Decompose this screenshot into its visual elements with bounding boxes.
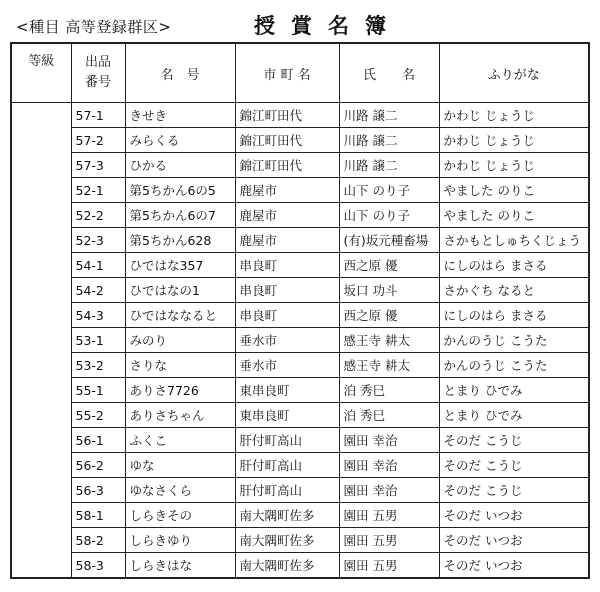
table-row [11, 278, 589, 303]
cell-name: しらきその [125, 503, 235, 528]
cell-city: 串良町 [235, 278, 339, 303]
cell-owner: 園田 五男 [339, 528, 439, 553]
cell-name: ゆな [125, 453, 235, 478]
cell-furigana: やました のりこ [439, 203, 589, 228]
table-row [11, 153, 589, 178]
cell-number: 52-2 [71, 203, 125, 228]
cell-name: しらきはな [125, 553, 235, 579]
table-row [11, 178, 589, 203]
cell-number: 52-1 [71, 178, 125, 203]
column-header-city: 市 町 名 [235, 43, 339, 103]
cell-number: 58-2 [71, 528, 125, 553]
cell-name: ふくこ [125, 428, 235, 453]
cell-owner: 園田 幸治 [339, 428, 439, 453]
cell-city: 肝付町高山 [235, 478, 339, 503]
table-row [11, 553, 589, 579]
cell-city: 鹿屋市 [235, 203, 339, 228]
cell-number: 57-2 [71, 128, 125, 153]
cell-furigana: そのだ こうじ [439, 428, 589, 453]
cell-furigana: やました のりこ [439, 178, 589, 203]
column-header-owner: 氏 名 [339, 43, 439, 103]
cell-number: 54-3 [71, 303, 125, 328]
cell-number: 58-1 [71, 503, 125, 528]
cell-number: 56-3 [71, 478, 125, 503]
cell-owner: 泊 秀巳 [339, 403, 439, 428]
page-header [14, 8, 594, 42]
document-title: 授賞名簿 [254, 14, 402, 38]
cell-furigana: さかぐち なると [439, 278, 589, 303]
cell-city: 錦江町田代 [235, 128, 339, 153]
cell-furigana: にしのはら まさる [439, 253, 589, 278]
column-header-furigana: ふりがな [439, 43, 589, 103]
table-row [11, 103, 589, 128]
cell-furigana: とまり ひでみ [439, 378, 589, 403]
cell-furigana: とまり ひでみ [439, 403, 589, 428]
cell-owner: 山下 のり子 [339, 178, 439, 203]
cell-number: 52-3 [71, 228, 125, 253]
cell-city: 鹿屋市 [235, 178, 339, 203]
award-register-table [10, 42, 590, 579]
cell-name: ひではな357 [125, 253, 235, 278]
cell-city: 串良町 [235, 303, 339, 328]
cell-owner: 川路 譲二 [339, 128, 439, 153]
cell-furigana: そのだ いつお [439, 503, 589, 528]
column-header-name: 名 号 [125, 43, 235, 103]
cell-city: 南大隅町佐多 [235, 553, 339, 579]
cell-city: 錦江町田代 [235, 153, 339, 178]
cell-furigana: かわじ じょうじ [439, 103, 589, 128]
cell-city: 南大隅町佐多 [235, 528, 339, 553]
category-label: <種目 高等登録群区> [16, 18, 172, 36]
table-row [11, 478, 589, 503]
cell-furigana: かわじ じょうじ [439, 128, 589, 153]
table-body [11, 103, 589, 579]
table-row [11, 303, 589, 328]
cell-name: ひではななると [125, 303, 235, 328]
cell-number: 54-1 [71, 253, 125, 278]
cell-city: 南大隅町佐多 [235, 503, 339, 528]
cell-name: さりな [125, 353, 235, 378]
cell-furigana: にしのはら まさる [439, 303, 589, 328]
cell-number: 58-3 [71, 553, 125, 579]
cell-number: 57-3 [71, 153, 125, 178]
cell-furigana: そのだ こうじ [439, 453, 589, 478]
cell-city: 錦江町田代 [235, 103, 339, 128]
cell-number: 56-2 [71, 453, 125, 478]
cell-owner: 川路 譲二 [339, 103, 439, 128]
cell-owner: 山下 のり子 [339, 203, 439, 228]
table-row [11, 253, 589, 278]
cell-number: 56-1 [71, 428, 125, 453]
cell-city: 垂水市 [235, 328, 339, 353]
cell-name: 第5ちかん6の7 [125, 203, 235, 228]
cell-name: ひではなの1 [125, 278, 235, 303]
cell-furigana: さかもとしゅちくじょう [439, 228, 589, 253]
column-header-number-text: 出品 番号 [84, 55, 111, 90]
cell-owner: 西之原 優 [339, 303, 439, 328]
table-row [11, 503, 589, 528]
column-header-number [71, 43, 125, 103]
cell-number: 53-2 [71, 353, 125, 378]
cell-name: みのり [125, 328, 235, 353]
table-row [11, 228, 589, 253]
cell-number: 54-2 [71, 278, 125, 303]
cell-owner: 園田 五男 [339, 553, 439, 579]
cell-owner: 園田 五男 [339, 503, 439, 528]
cell-owner: 園田 幸治 [339, 453, 439, 478]
cell-number: 57-1 [71, 103, 125, 128]
cell-name: 第5ちかん6の5 [125, 178, 235, 203]
cell-city: 鹿屋市 [235, 228, 339, 253]
table-row [11, 128, 589, 153]
cell-name: 第5ちかん628 [125, 228, 235, 253]
table-row [11, 203, 589, 228]
cell-number: 55-1 [71, 378, 125, 403]
cell-owner: 川路 譲二 [339, 153, 439, 178]
column-header-grade: 等級 [11, 43, 71, 103]
grade-cell [11, 103, 71, 579]
table-row [11, 353, 589, 378]
cell-name: ひかる [125, 153, 235, 178]
cell-city: 肝付町高山 [235, 428, 339, 453]
cell-owner: (有)坂元種畜場 [339, 228, 439, 253]
cell-city: 串良町 [235, 253, 339, 278]
table-row [11, 403, 589, 428]
cell-furigana: そのだ いつお [439, 553, 589, 579]
cell-number: 55-2 [71, 403, 125, 428]
cell-owner: 坂口 功斗 [339, 278, 439, 303]
cell-furigana: そのだ いつお [439, 528, 589, 553]
cell-owner: 園田 幸治 [339, 478, 439, 503]
cell-city: 東串良町 [235, 403, 339, 428]
table-row [11, 378, 589, 403]
cell-name: みらくる [125, 128, 235, 153]
cell-furigana: かんのうじ こうた [439, 328, 589, 353]
table-row [11, 528, 589, 553]
cell-name: ありさちゃん [125, 403, 235, 428]
cell-name: ゆなさくら [125, 478, 235, 503]
table-header-row [11, 43, 589, 103]
cell-city: 垂水市 [235, 353, 339, 378]
cell-city: 東串良町 [235, 378, 339, 403]
cell-furigana: かんのうじ こうた [439, 353, 589, 378]
cell-owner: 西之原 優 [339, 253, 439, 278]
cell-name: しらきゆり [125, 528, 235, 553]
cell-name: きせき [125, 103, 235, 128]
cell-owner: 感王寺 耕太 [339, 353, 439, 378]
cell-owner: 泊 秀巳 [339, 378, 439, 403]
table-row [11, 453, 589, 478]
table-row [11, 328, 589, 353]
cell-name: ありさ7726 [125, 378, 235, 403]
cell-owner: 感王寺 耕太 [339, 328, 439, 353]
cell-number: 53-1 [71, 328, 125, 353]
cell-furigana: かわじ じょうじ [439, 153, 589, 178]
cell-furigana: そのだ こうじ [439, 478, 589, 503]
cell-city: 肝付町高山 [235, 453, 339, 478]
table-row [11, 428, 589, 453]
